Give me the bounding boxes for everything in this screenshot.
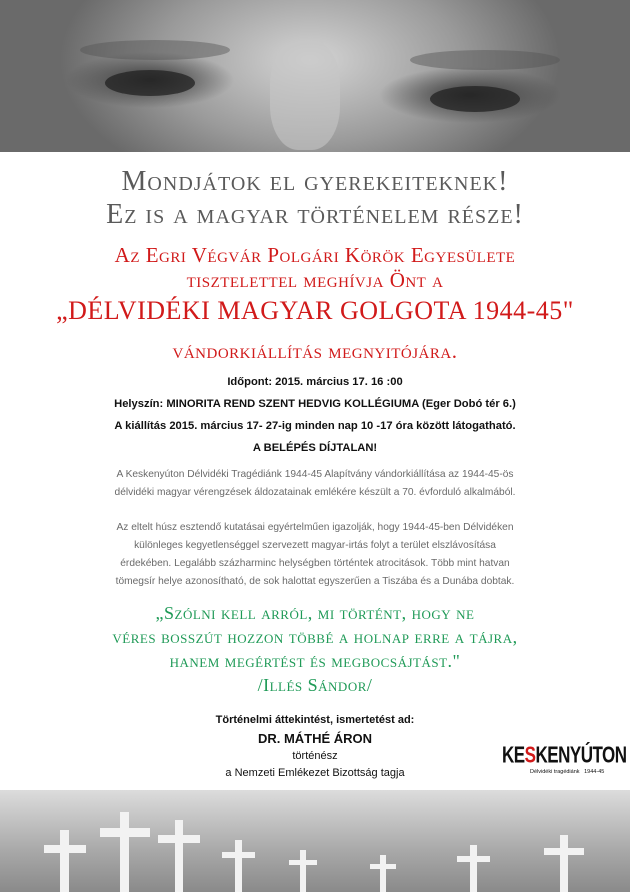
cross-icon [158, 835, 200, 843]
presenter-role: történész [292, 750, 338, 762]
cross-icon [120, 812, 129, 892]
cross-icon [289, 860, 317, 865]
quote-line-1: „Szólni kell arról, mi történt, hogy ne [155, 603, 475, 623]
portrait-nose [270, 40, 340, 150]
cross-icon [222, 852, 255, 858]
portrait-eye-left [105, 70, 195, 96]
cross-icon [60, 830, 69, 892]
visiting-hours: A kiállítás 2015. március 17- 27-ig minden nap 10 -17 óra között látogatható. [114, 420, 516, 432]
cross-icon [100, 828, 150, 837]
cemetery-crosses-photo [0, 790, 630, 892]
cross-icon [457, 856, 490, 862]
cross-icon [544, 848, 584, 855]
logo-word-s: S [524, 742, 536, 768]
portrait-brow-left [80, 40, 230, 60]
logo-subtitle [530, 769, 604, 775]
presenter-affiliation: a Nemzeti Emlékezet Bizottság tagja [225, 767, 405, 779]
cross-icon [175, 820, 183, 892]
paragraph-2-line: különleges kegyetlenséggel szervezett magyar-irtás folyt a terület elszlávosítása [134, 540, 496, 551]
portrait-eye-right [430, 86, 520, 112]
logo-word-post: KENYÚTON [535, 742, 627, 768]
cross-icon [44, 845, 86, 853]
presenter-name: DR. MÁTHÉ ÁRON [257, 731, 373, 746]
event-time: Időpont: 2015. március 17. 16 :00 [227, 376, 403, 388]
cross-icon [560, 835, 568, 892]
invite-line-1: Az Egri Végvár Polgári Körök Egyesülete [114, 243, 516, 267]
cross-icon [380, 855, 386, 892]
exhibition-title: „DÉLVIDÉKI MAGYAR GOLGOTA 1944-45" [56, 296, 574, 325]
free-entry: A BELÉPÉS DÍJTALAN! [252, 442, 378, 454]
cross-icon [235, 840, 242, 892]
quote-line-3: hanem megértést és megbocsájtást." [169, 651, 461, 671]
paragraph-1-line: A Keskenyúton Délvidéki Tragédiánk 1944-45 Alapítvány vándorkiállítása az 1944-45-ös [116, 469, 514, 480]
header-portrait-photo [0, 0, 630, 152]
keskenyuton-logo [502, 742, 627, 782]
event-place: Helyszín: MINORITA REND SZENT HEDVIG KOLLÉGIUMA (Eger Dobó tér 6.) [114, 398, 516, 410]
paragraph-1-line: délvidéki magyar vérengzések áldozatainak emlékére készült a 70. évforduló alkalmából. [114, 487, 516, 498]
paragraph-2-line: tömegsír helye azonosítható, de sok halottat egyszerűen a Tiszába és a Dunába dobtak. [115, 576, 515, 587]
quote-line-2: véres bosszút hozzon többé a holnap erre a tájra, [112, 627, 518, 647]
headline-line-1: Mondjátok el gyerekeiteknek! [121, 166, 509, 197]
quote-author: /Illés Sándor/ [257, 675, 373, 695]
invite-line-2: tisztelettel meghívja Önt a [186, 268, 444, 292]
presenter-intro: Történelmi áttekintést, ismertetést ad: [215, 714, 415, 726]
cross-icon [470, 845, 477, 892]
cross-icon [300, 850, 306, 892]
paragraph-2-line: Az eltelt húsz esztendő kutatásai egyértelműen igazolják, hogy 1944-45-ben Délvidéken [116, 522, 514, 533]
invite-line-3: vándorkiállítás megnyitójára. [172, 339, 458, 363]
logo-word-pre: KE [502, 742, 525, 768]
portrait-brow-right [410, 50, 560, 70]
logo-subtitle-text: Délvidéki tragédiánk [530, 769, 580, 775]
logo-subtitle-years: 1944-45 [584, 769, 605, 775]
headline-line-2: Ez is a magyar történelem része! [106, 199, 524, 230]
cross-icon [370, 864, 396, 869]
paragraph-2-line: érdekében. Legalább százharminc helységben történtek atrocitások. Több mint hatvan [120, 558, 510, 569]
